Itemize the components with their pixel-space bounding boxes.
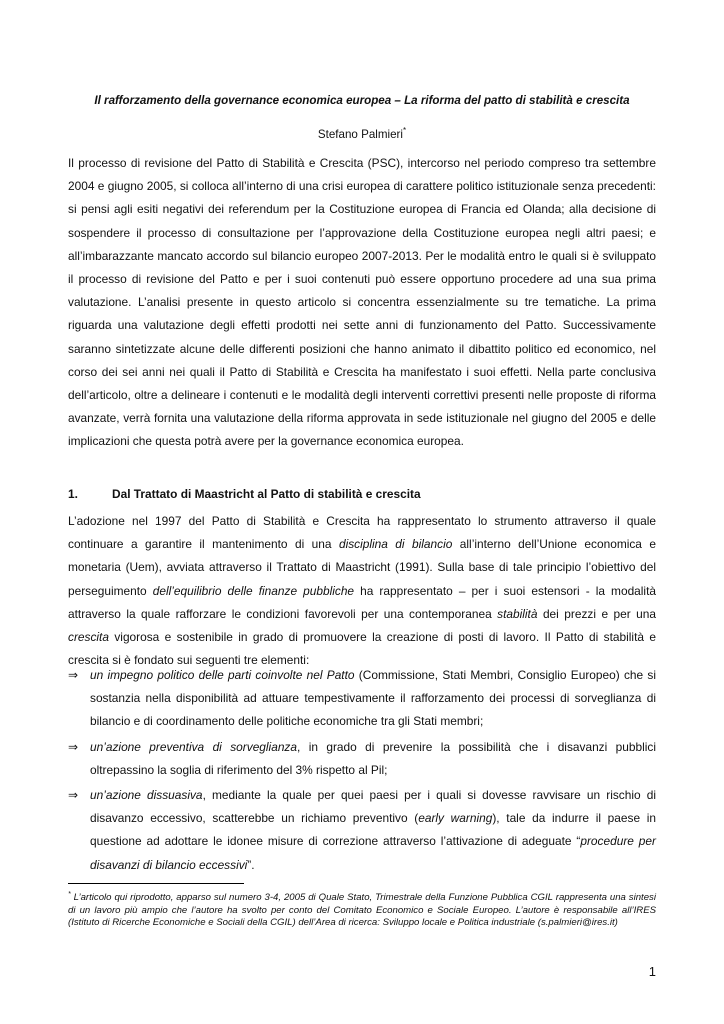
section-italic-2: dell’equilibrio delle finanze pubbliche [152, 583, 355, 598]
arrow-icon: ⇒ [68, 739, 78, 754]
bullet-text: (Commissione, Stati Membri, Consiglio Europeo) che si sostanzia nella disponibilità ad attuare tempestivamente il rafforzamento dei processi di sorveglianza di bilancio e di coordinamento delle politiche economiche tra gli Stati membri; [90, 668, 656, 729]
arrow-icon: ⇒ [68, 788, 78, 803]
list-item [68, 736, 656, 782]
author-footnote-mark[interactable]: * [402, 126, 407, 135]
arrow-icon: ⇒ [68, 668, 78, 682]
author-line [68, 122, 656, 144]
section-title: Dal Trattato di Maastricht al Patto di stabilità e crescita [112, 487, 421, 501]
author-name: Stefano Palmieri [317, 127, 403, 141]
bullet-italic: un’azione dissuasiva [90, 788, 203, 803]
section-italic-4: crescita [68, 630, 109, 645]
section-paragraph [68, 510, 656, 672]
intro-paragraph: Il processo di revisione del Patto di Stabilità e Crescita (PSC), intercorso nel periodo compreso tra settembre 2004 e giugno 2005, si colloca all’interno di una crisi europea di carattere politico istituzionale senza precedenti: si pensi agli esiti negativi dei referendum per la Costituzione europea di Francia ed Olanda; alla decisione di sospendere il processo di consultazione per l’approvazione della Costituzione europea negli altri paesi; e all’imbarazzante mancato accordo sul bilancio europeo 2007-2013. Per le modalità entro le quali si è sviluppato il processo di revisione del Patto e per i suoi contenuti può essere opportuno procedere ad una sua prima valutazione. L’analisi presente in questo articolo si concentra essenzialmente su tre tematiche. La prima riguarda una valutazione degli effetti prodotti nei sette anni di funzionamento del Patto. Successivamente saranno sintetizzate alcune delle differenti posizioni che hanno animato il dibattito politico ed economico, nel corso dei sei anni nei quali il Patto di Stabilità e Crescita ha manifestato i suoi effetti. Nella parte conclusiva dell’articolo, oltre a delineare i contenuti e le modalità degli interventi correttivi presenti nelle proposte di riforma avanzate, verrà fornita una valutazione della riforma approvata in sede istituzionale nel giugno del 2005 e delle implicazioni che questa potrà avere per la governance economica europea. [68, 156, 656, 449]
footnote-mark: * [68, 891, 71, 898]
article-title: Il rafforzamento della governance economica europea – La riforma del patto di stabilità e crescita [94, 94, 630, 107]
footnote-text: L’articolo qui riprodotto, apparso sul numero 3-4, 2005 di Quale Stato, Trimestrale della Funzione Pubblica CGIL rappresenta una sintesi di un lavoro più ampio che l’autore ha svolto per conto del Comitato Economico e Sociale Europeo. L’autore è responsabile all’IRES (Istituto di Ricerche Economiche e Sociali della CGIL) dell’Area di ricerca: Sviluppo locale e Politica industriale (s.palmieri@ires.it) [68, 892, 656, 929]
section-italic-1: disciplina di bilancio [338, 537, 453, 552]
section-text-1: L’adozione nel 1997 del Patto di Stabilità e Crescita ha rappresentato lo strumento attraverso il quale continuare a garantire il mantenimento di una [68, 514, 656, 552]
bullet-text: , mediante la quale per quei paesi per i quali si dovesse ravvisare un rischio di disavanzo eccessivo, scatterebbe un richiamo preventivo ( [90, 788, 656, 826]
bullet-italic-3: procedure per disavanzi di bilancio eccessivi [90, 834, 656, 872]
section-heading [68, 485, 656, 503]
section-italic-3: stabilità [497, 606, 538, 621]
footnote-divider [68, 883, 244, 884]
list-item [68, 664, 656, 734]
bullet-italic: un’azione preventiva di sorveglianza [90, 739, 297, 754]
bullet-italic: un impegno politico delle parti coinvolte nel Patto [90, 668, 355, 682]
section-text-5: vigorosa e sostenibile in grado di promuovere la creazione di posti di lavoro. Il Patto di stabilità e crescita si è fondato sui seguenti tre elementi: [68, 630, 656, 668]
bullet-text-2: ), tale da indurre il paese in questione ad adottare le idonee misure di correzione attraverso l’attivazione di adeguate “ [90, 811, 656, 849]
bullet-text-3: ”. [247, 857, 255, 872]
section-text-2: all’interno dell’Unione economica e monetaria (Uem), avviata attraverso il Trattato di Maastricht (1991). Sulla base di tale principio l’obiettivo del perseguimento [68, 537, 656, 598]
page-number: 1 [648, 964, 656, 979]
section-number: 1. [68, 487, 78, 501]
elements-list [68, 664, 656, 879]
section-text-4: dei prezzi e per una [537, 606, 656, 621]
bullet-text: , in grado di prevenire la possibilità che i disavanzi pubblici oltrepassino la soglia di riferimento del 3% rispetto al Pil; [90, 739, 656, 777]
section-text-3: ha rappresentato – per i suoi estensori - la modalità attraverso la quale rafforzare le condizioni favorevoli per una contemporanea [68, 583, 656, 621]
footnote [68, 889, 656, 930]
list-item [68, 784, 656, 877]
bullet-italic-2: early warning [418, 811, 493, 826]
